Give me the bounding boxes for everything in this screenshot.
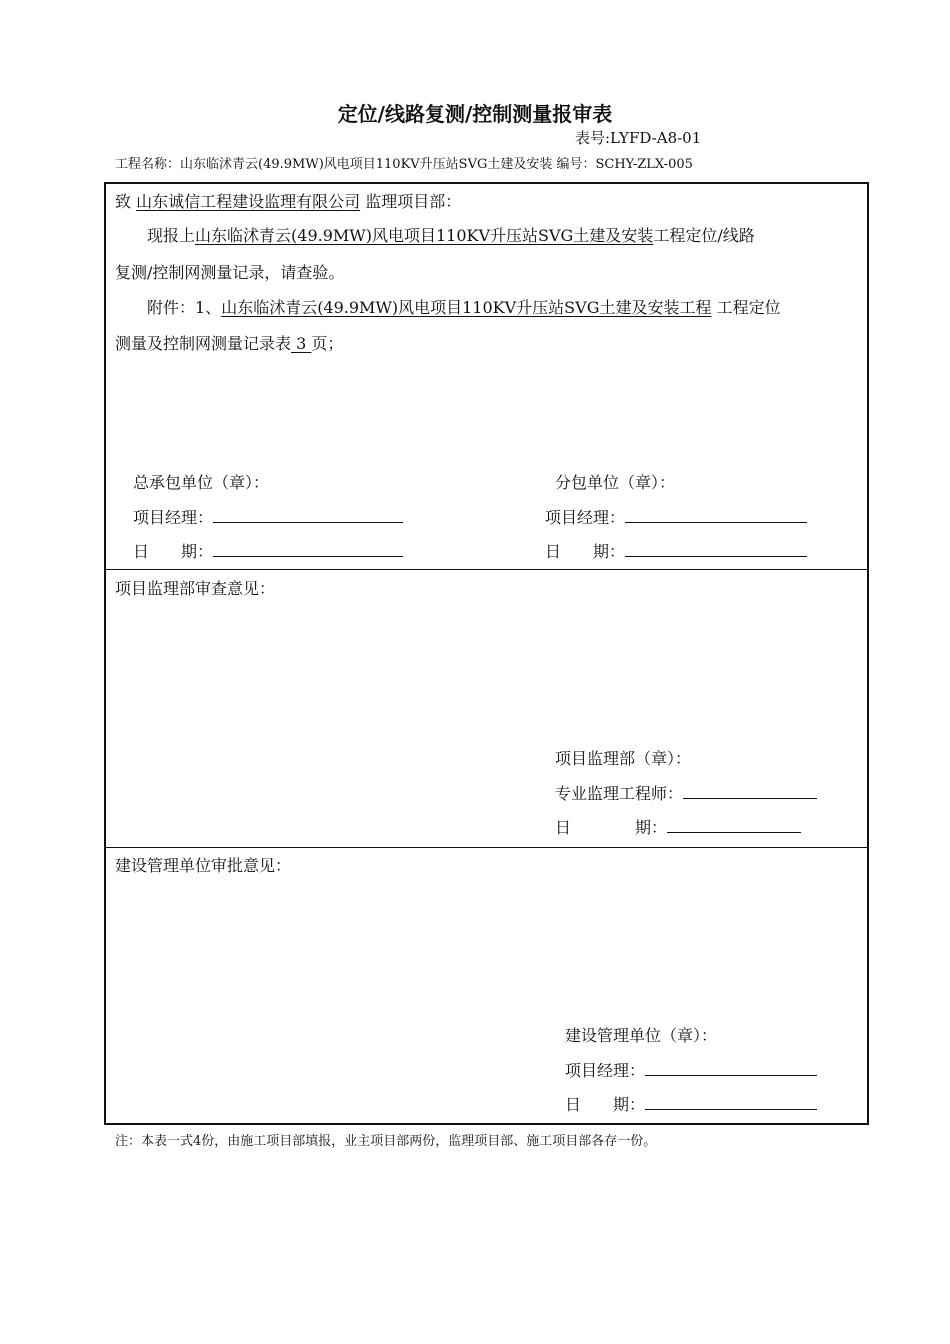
attach-pages-value: 3 [296,334,307,353]
supervision-dept-seal: 项目监理部（章）： [555,749,692,768]
attachment-line [147,295,781,318]
section-divider [104,847,869,848]
sub-date-field[interactable] [625,542,807,557]
gc-pm-signature-field[interactable] [213,508,403,523]
owner-date-row [565,1092,817,1115]
engineer-label: 专业监理工程师： [555,784,684,803]
attach-project: 山东临沭青云(49.9MW)风电项目110KV升压站SVG土建及安装工程 [221,298,712,317]
to-prefix: 致 [115,192,132,211]
attach-prefix: 附件：1、 [147,298,222,317]
report-line-2: 复测/控制网测量记录，请查验。 [115,263,345,282]
gc-pm-label: 项目经理： [133,508,214,527]
sub-pm-row [545,505,807,528]
owner-pm-label: 项目经理： [565,1061,646,1080]
owner-approval-heading: 建设管理单位审批意见： [115,856,292,875]
owner-unit-seal: 建设管理单位（章）： [565,1026,718,1045]
form-table [104,182,869,1125]
attachment-line-2 [115,331,343,354]
form-number: 表号:LYFD-A8-01 [575,129,702,147]
supervision-date-label: 日 期： [555,818,668,837]
report-prefix: 现报上 [147,226,196,245]
report-line [147,223,755,246]
sub-date-label: 日 期： [545,542,626,561]
section-divider [104,569,869,570]
attach-line2-suffix: 页； [311,334,344,353]
owner-pm-signature-field[interactable] [645,1061,817,1076]
owner-date-label: 日 期： [565,1095,646,1114]
project-info-line: 工程名称：山东临沭青云(49.9MW)风电项目110KV升压站SVG土建及安装 编号：SCHY-ZLX-005 [115,157,693,172]
report-suffix: 工程定位/线路 [653,226,755,245]
owner-date-field[interactable] [645,1095,817,1110]
sub-pm-signature-field[interactable] [625,508,807,523]
supervision-date-row [555,815,801,838]
gc-date-row [133,539,403,562]
subcontractor-seal: 分包单位（章）： [555,473,676,492]
footnote: 注：本表一式4份，由施工项目部填报，业主项目部两份，监理项目部、施工项目部各存一份。 [115,1134,657,1149]
attach-suffix: 工程定位 [716,298,781,317]
engineer-signature-field[interactable] [683,784,817,799]
supervision-review-heading: 项目监理部审查意见： [115,579,276,598]
to-suffix: 监理项目部： [365,192,462,211]
sub-date-row [545,539,807,562]
general-contractor-seal: 总承包单位（章）： [133,473,270,492]
report-project: 山东临沭青云(49.9MW)风电项目110KV升压站SVG土建及安装 [195,226,654,245]
addressee-line [115,189,461,212]
supervision-date-field[interactable] [667,818,801,833]
engineer-row [555,781,817,804]
gc-date-label: 日 期： [133,542,214,561]
supervisor-company: 山东诚信工程建设监理有限公司 [136,192,361,211]
owner-pm-row [565,1058,817,1081]
sub-pm-label: 项目经理： [545,508,626,527]
attach-line2-prefix: 测量及控制网测量记录表 [115,334,292,353]
gc-pm-row [133,505,403,528]
attach-pages [291,334,311,353]
page-title: 定位/线路复测/控制测量报审表 [337,102,613,126]
gc-date-field[interactable] [213,542,403,557]
